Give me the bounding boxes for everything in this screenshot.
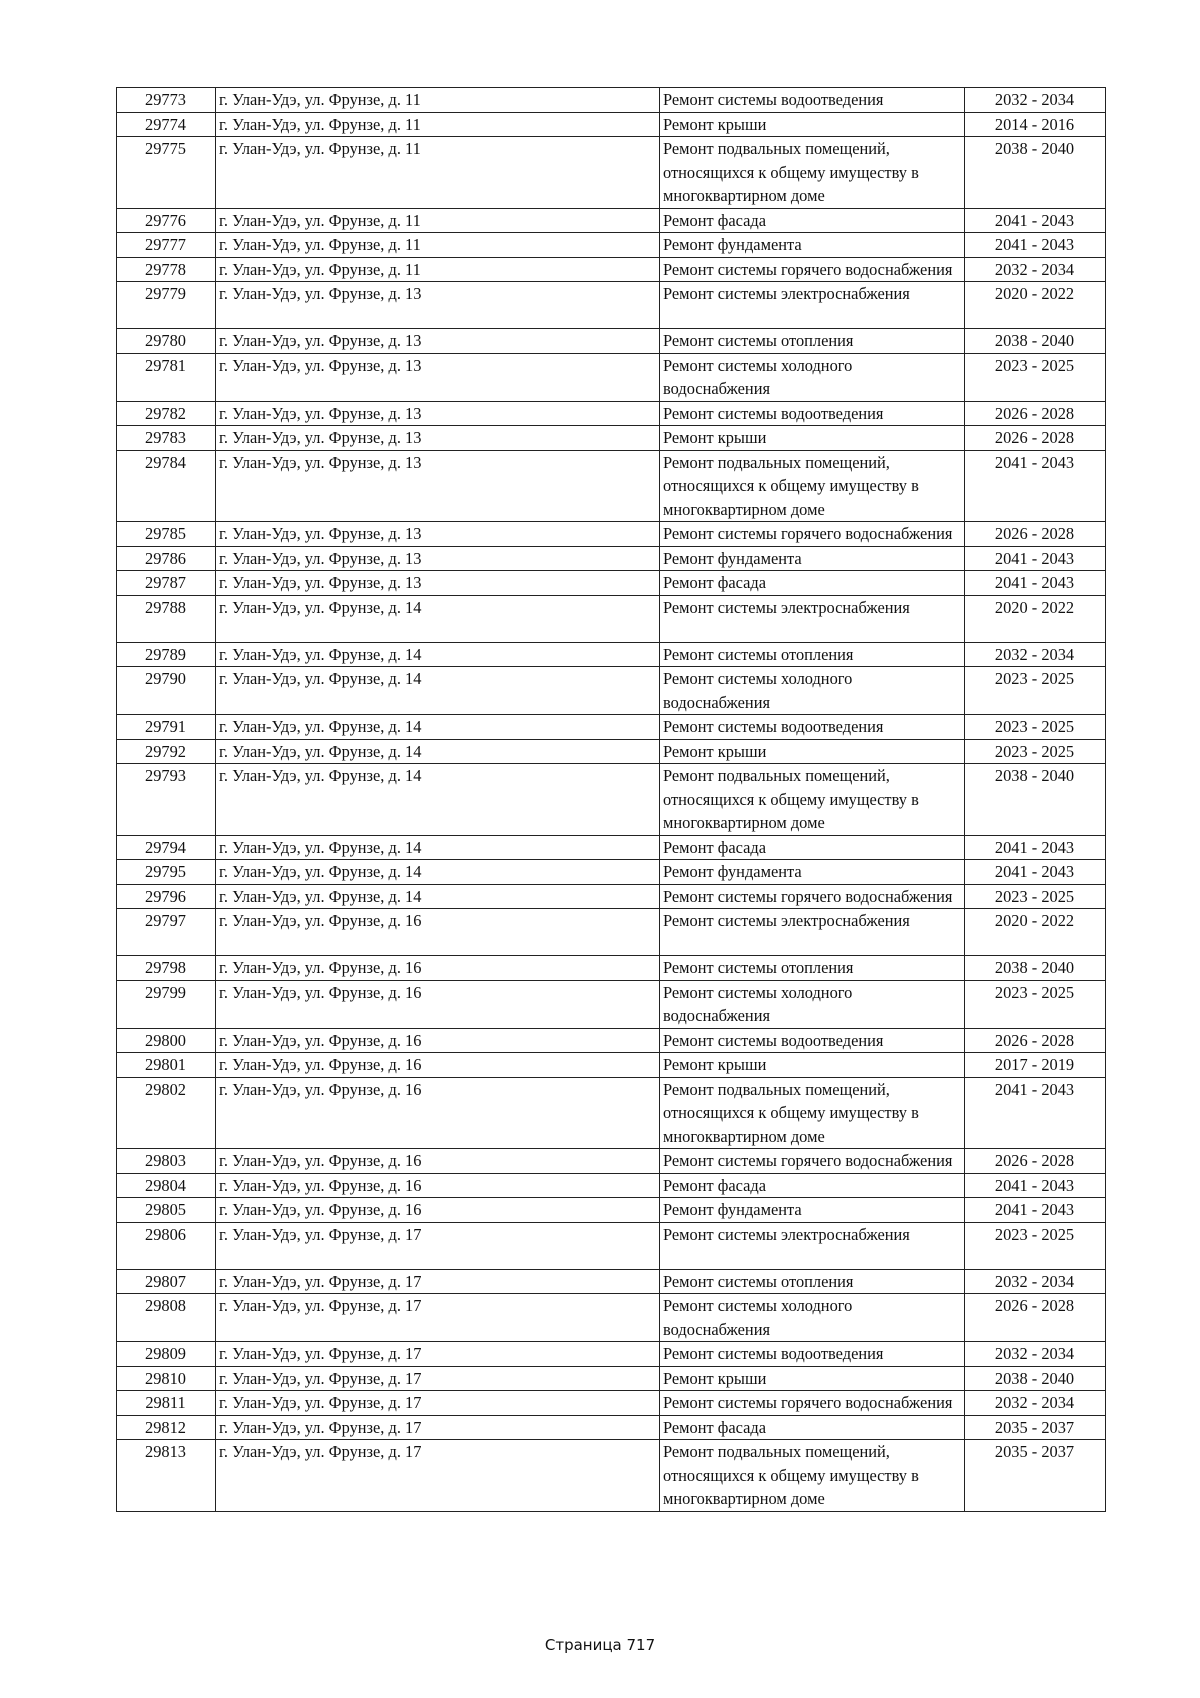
row-number: 29795 [117, 860, 216, 885]
work-type-cell: Ремонт фасада [660, 835, 965, 860]
table-row [117, 667, 1106, 715]
row-number: 29776 [117, 208, 216, 233]
address-cell: г. Улан-Удэ, ул. Фрунзе, д. 16 [216, 980, 660, 1028]
period-cell: 2035 - 2037 [965, 1415, 1106, 1440]
work-type-cell: Ремонт фасада [660, 1173, 965, 1198]
work-type-cell: Ремонт системы отопления [660, 1269, 965, 1294]
table-row [117, 1391, 1106, 1416]
row-number: 29799 [117, 980, 216, 1028]
table-row [117, 1173, 1106, 1198]
period-cell: 2026 - 2028 [965, 401, 1106, 426]
row-number: 29790 [117, 667, 216, 715]
row-number: 29791 [117, 715, 216, 740]
work-type-cell: Ремонт фундамента [660, 233, 965, 258]
period-cell: 2020 - 2022 [965, 282, 1106, 329]
row-number: 29789 [117, 642, 216, 667]
address-cell: г. Улан-Удэ, ул. Фрунзе, д. 16 [216, 1198, 660, 1223]
address-cell: г. Улан-Удэ, ул. Фрунзе, д. 13 [216, 522, 660, 547]
row-number: 29797 [117, 909, 216, 956]
address-cell: г. Улан-Удэ, ул. Фрунзе, д. 13 [216, 546, 660, 571]
address-cell: г. Улан-Удэ, ул. Фрунзе, д. 11 [216, 208, 660, 233]
address-cell: г. Улан-Удэ, ул. Фрунзе, д. 13 [216, 282, 660, 329]
period-cell: 2038 - 2040 [965, 956, 1106, 981]
period-cell: 2041 - 2043 [965, 835, 1106, 860]
row-number: 29806 [117, 1222, 216, 1269]
row-number: 29796 [117, 884, 216, 909]
row-number: 29800 [117, 1028, 216, 1053]
work-type-cell: Ремонт системы отопления [660, 956, 965, 981]
work-type-cell: Ремонт системы горячего водоснабжения [660, 257, 965, 282]
period-cell: 2041 - 2043 [965, 450, 1106, 522]
row-number: 29808 [117, 1294, 216, 1342]
table-row [117, 88, 1106, 113]
row-number: 29812 [117, 1415, 216, 1440]
table-row [117, 1294, 1106, 1342]
period-cell: 2023 - 2025 [965, 980, 1106, 1028]
row-number: 29813 [117, 1440, 216, 1512]
period-cell: 2023 - 2025 [965, 884, 1106, 909]
address-cell: г. Улан-Удэ, ул. Фрунзе, д. 17 [216, 1366, 660, 1391]
table-row [117, 401, 1106, 426]
period-cell: 2041 - 2043 [965, 546, 1106, 571]
period-cell: 2032 - 2034 [965, 1269, 1106, 1294]
period-cell: 2032 - 2034 [965, 257, 1106, 282]
address-cell: г. Улан-Удэ, ул. Фрунзе, д. 16 [216, 1173, 660, 1198]
row-number: 29798 [117, 956, 216, 981]
work-type-cell: Ремонт системы горячего водоснабжения [660, 522, 965, 547]
work-type-cell: Ремонт подвальных помещений, относящихся к общему имуществу в многоквартирном доме [660, 137, 965, 209]
work-type-cell: Ремонт системы холодного водоснабжения [660, 667, 965, 715]
table-row [117, 980, 1106, 1028]
row-number: 29793 [117, 764, 216, 836]
work-type-cell: Ремонт системы горячего водоснабжения [660, 884, 965, 909]
work-type-cell: Ремонт подвальных помещений, относящихся к общему имуществу в многоквартирном доме [660, 764, 965, 836]
work-type-cell: Ремонт системы холодного водоснабжения [660, 980, 965, 1028]
table-row [117, 1269, 1106, 1294]
period-cell: 2023 - 2025 [965, 715, 1106, 740]
address-cell: г. Улан-Удэ, ул. Фрунзе, д. 14 [216, 764, 660, 836]
table-row [117, 1149, 1106, 1174]
period-cell: 2026 - 2028 [965, 522, 1106, 547]
address-cell: г. Улан-Удэ, ул. Фрунзе, д. 14 [216, 860, 660, 885]
table-body [117, 88, 1106, 1512]
row-number: 29787 [117, 571, 216, 596]
table-row [117, 282, 1106, 329]
table-row [117, 1077, 1106, 1149]
table-row [117, 1053, 1106, 1078]
row-number: 29807 [117, 1269, 216, 1294]
period-cell: 2035 - 2037 [965, 1440, 1106, 1512]
row-number: 29803 [117, 1149, 216, 1174]
address-cell: г. Улан-Удэ, ул. Фрунзе, д. 17 [216, 1222, 660, 1269]
address-cell: г. Улан-Удэ, ул. Фрунзе, д. 14 [216, 642, 660, 667]
period-cell: 2026 - 2028 [965, 426, 1106, 451]
work-type-cell: Ремонт системы электроснабжения [660, 1222, 965, 1269]
row-number: 29810 [117, 1366, 216, 1391]
table-row [117, 329, 1106, 354]
repair-schedule-table [116, 87, 1106, 1512]
table-row [117, 909, 1106, 956]
address-cell: г. Улан-Удэ, ул. Фрунзе, д. 14 [216, 595, 660, 642]
row-number: 29811 [117, 1391, 216, 1416]
table-row [117, 595, 1106, 642]
table-row [117, 450, 1106, 522]
period-cell: 2020 - 2022 [965, 595, 1106, 642]
table-row [117, 233, 1106, 258]
table-row [117, 1366, 1106, 1391]
work-type-cell: Ремонт крыши [660, 1366, 965, 1391]
address-cell: г. Улан-Удэ, ул. Фрунзе, д. 13 [216, 450, 660, 522]
row-number: 29809 [117, 1342, 216, 1367]
work-type-cell: Ремонт фасада [660, 571, 965, 596]
work-type-cell: Ремонт системы отопления [660, 329, 965, 354]
row-number: 29773 [117, 88, 216, 113]
work-type-cell: Ремонт фундамента [660, 1198, 965, 1223]
period-cell: 2041 - 2043 [965, 233, 1106, 258]
work-type-cell: Ремонт крыши [660, 112, 965, 137]
period-cell: 2020 - 2022 [965, 909, 1106, 956]
address-cell: г. Улан-Удэ, ул. Фрунзе, д. 17 [216, 1415, 660, 1440]
table-row [117, 835, 1106, 860]
address-cell: г. Улан-Удэ, ул. Фрунзе, д. 14 [216, 884, 660, 909]
table-row [117, 739, 1106, 764]
work-type-cell: Ремонт фасада [660, 1415, 965, 1440]
table-row [117, 715, 1106, 740]
address-cell: г. Улан-Удэ, ул. Фрунзе, д. 11 [216, 257, 660, 282]
row-number: 29805 [117, 1198, 216, 1223]
work-type-cell: Ремонт системы водоотведения [660, 401, 965, 426]
period-cell: 2023 - 2025 [965, 353, 1106, 401]
period-cell: 2032 - 2034 [965, 88, 1106, 113]
row-number: 29782 [117, 401, 216, 426]
address-cell: г. Улан-Удэ, ул. Фрунзе, д. 11 [216, 112, 660, 137]
work-type-cell: Ремонт крыши [660, 1053, 965, 1078]
table-row [117, 426, 1106, 451]
table-row [117, 353, 1106, 401]
period-cell: 2041 - 2043 [965, 1077, 1106, 1149]
row-number: 29785 [117, 522, 216, 547]
row-number: 29777 [117, 233, 216, 258]
work-type-cell: Ремонт крыши [660, 426, 965, 451]
period-cell: 2026 - 2028 [965, 1294, 1106, 1342]
row-number: 29783 [117, 426, 216, 451]
row-number: 29786 [117, 546, 216, 571]
address-cell: г. Улан-Удэ, ул. Фрунзе, д. 14 [216, 739, 660, 764]
table-row [117, 546, 1106, 571]
address-cell: г. Улан-Удэ, ул. Фрунзе, д. 17 [216, 1440, 660, 1512]
row-number: 29804 [117, 1173, 216, 1198]
work-type-cell: Ремонт системы горячего водоснабжения [660, 1391, 965, 1416]
table-row [117, 1415, 1106, 1440]
address-cell: г. Улан-Удэ, ул. Фрунзе, д. 13 [216, 329, 660, 354]
period-cell: 2023 - 2025 [965, 739, 1106, 764]
row-number: 29780 [117, 329, 216, 354]
row-number: 29778 [117, 257, 216, 282]
work-type-cell: Ремонт фундамента [660, 860, 965, 885]
table-row [117, 1222, 1106, 1269]
period-cell: 2032 - 2034 [965, 1342, 1106, 1367]
work-type-cell: Ремонт системы водоотведения [660, 88, 965, 113]
table-row [117, 571, 1106, 596]
address-cell: г. Улан-Удэ, ул. Фрунзе, д. 13 [216, 401, 660, 426]
table-row [117, 764, 1106, 836]
work-type-cell: Ремонт системы электроснабжения [660, 909, 965, 956]
table-row [117, 956, 1106, 981]
period-cell: 2038 - 2040 [965, 1366, 1106, 1391]
period-cell: 2026 - 2028 [965, 1149, 1106, 1174]
period-cell: 2038 - 2040 [965, 137, 1106, 209]
address-cell: г. Улан-Удэ, ул. Фрунзе, д. 16 [216, 1149, 660, 1174]
work-type-cell: Ремонт системы электроснабжения [660, 282, 965, 329]
page-number: Страница 717 [544, 1636, 656, 1654]
address-cell: г. Улан-Удэ, ул. Фрунзе, д. 13 [216, 353, 660, 401]
address-cell: г. Улан-Удэ, ул. Фрунзе, д. 11 [216, 137, 660, 209]
row-number: 29801 [117, 1053, 216, 1078]
period-cell: 2038 - 2040 [965, 764, 1106, 836]
table-row [117, 137, 1106, 209]
work-type-cell: Ремонт фасада [660, 208, 965, 233]
row-number: 29781 [117, 353, 216, 401]
address-cell: г. Улан-Удэ, ул. Фрунзе, д. 11 [216, 233, 660, 258]
period-cell: 2041 - 2043 [965, 1173, 1106, 1198]
address-cell: г. Улан-Удэ, ул. Фрунзе, д. 16 [216, 956, 660, 981]
work-type-cell: Ремонт фундамента [660, 546, 965, 571]
period-cell: 2032 - 2034 [965, 642, 1106, 667]
row-number: 29802 [117, 1077, 216, 1149]
table-row [117, 1342, 1106, 1367]
period-cell: 2041 - 2043 [965, 1198, 1106, 1223]
address-cell: г. Улан-Удэ, ул. Фрунзе, д. 14 [216, 715, 660, 740]
row-number: 29784 [117, 450, 216, 522]
table-row [117, 112, 1106, 137]
work-type-cell: Ремонт подвальных помещений, относящихся к общему имуществу в многоквартирном доме [660, 1077, 965, 1149]
row-number: 29774 [117, 112, 216, 137]
address-cell: г. Улан-Удэ, ул. Фрунзе, д. 17 [216, 1294, 660, 1342]
work-type-cell: Ремонт системы горячего водоснабжения [660, 1149, 965, 1174]
period-cell: 2041 - 2043 [965, 571, 1106, 596]
address-cell: г. Улан-Удэ, ул. Фрунзе, д. 17 [216, 1342, 660, 1367]
work-type-cell: Ремонт системы холодного водоснабжения [660, 1294, 965, 1342]
address-cell: г. Улан-Удэ, ул. Фрунзе, д. 16 [216, 1077, 660, 1149]
address-cell: г. Улан-Удэ, ул. Фрунзе, д. 11 [216, 88, 660, 113]
table-row [117, 884, 1106, 909]
row-number: 29775 [117, 137, 216, 209]
period-cell: 2032 - 2034 [965, 1391, 1106, 1416]
period-cell: 2038 - 2040 [965, 329, 1106, 354]
table-row [117, 860, 1106, 885]
address-cell: г. Улан-Удэ, ул. Фрунзе, д. 16 [216, 909, 660, 956]
table-row [117, 1198, 1106, 1223]
period-cell: 2041 - 2043 [965, 208, 1106, 233]
work-type-cell: Ремонт системы отопления [660, 642, 965, 667]
period-cell: 2041 - 2043 [965, 860, 1106, 885]
address-cell: г. Улан-Удэ, ул. Фрунзе, д. 13 [216, 426, 660, 451]
period-cell: 2023 - 2025 [965, 1222, 1106, 1269]
table-row [117, 1028, 1106, 1053]
address-cell: г. Улан-Удэ, ул. Фрунзе, д. 17 [216, 1269, 660, 1294]
address-cell: г. Улан-Удэ, ул. Фрунзе, д. 16 [216, 1028, 660, 1053]
row-number: 29792 [117, 739, 216, 764]
table-row [117, 522, 1106, 547]
table-row [117, 1440, 1106, 1512]
work-type-cell: Ремонт подвальных помещений, относящихся к общему имуществу в многоквартирном доме [660, 450, 965, 522]
work-type-cell: Ремонт системы водоотведения [660, 715, 965, 740]
period-cell: 2023 - 2025 [965, 667, 1106, 715]
row-number: 29779 [117, 282, 216, 329]
work-type-cell: Ремонт системы электроснабжения [660, 595, 965, 642]
address-cell: г. Улан-Удэ, ул. Фрунзе, д. 16 [216, 1053, 660, 1078]
work-type-cell: Ремонт системы водоотведения [660, 1342, 965, 1367]
table-row [117, 642, 1106, 667]
address-cell: г. Улан-Удэ, ул. Фрунзе, д. 14 [216, 667, 660, 715]
row-number: 29794 [117, 835, 216, 860]
work-type-cell: Ремонт системы водоотведения [660, 1028, 965, 1053]
table-row [117, 257, 1106, 282]
period-cell: 2014 - 2016 [965, 112, 1106, 137]
table-row [117, 208, 1106, 233]
address-cell: г. Улан-Удэ, ул. Фрунзе, д. 14 [216, 835, 660, 860]
period-cell: 2017 - 2019 [965, 1053, 1106, 1078]
address-cell: г. Улан-Удэ, ул. Фрунзе, д. 13 [216, 571, 660, 596]
work-type-cell: Ремонт подвальных помещений, относящихся к общему имуществу в многоквартирном доме [660, 1440, 965, 1512]
work-type-cell: Ремонт крыши [660, 739, 965, 764]
work-type-cell: Ремонт системы холодного водоснабжения [660, 353, 965, 401]
row-number: 29788 [117, 595, 216, 642]
address-cell: г. Улан-Удэ, ул. Фрунзе, д. 17 [216, 1391, 660, 1416]
period-cell: 2026 - 2028 [965, 1028, 1106, 1053]
